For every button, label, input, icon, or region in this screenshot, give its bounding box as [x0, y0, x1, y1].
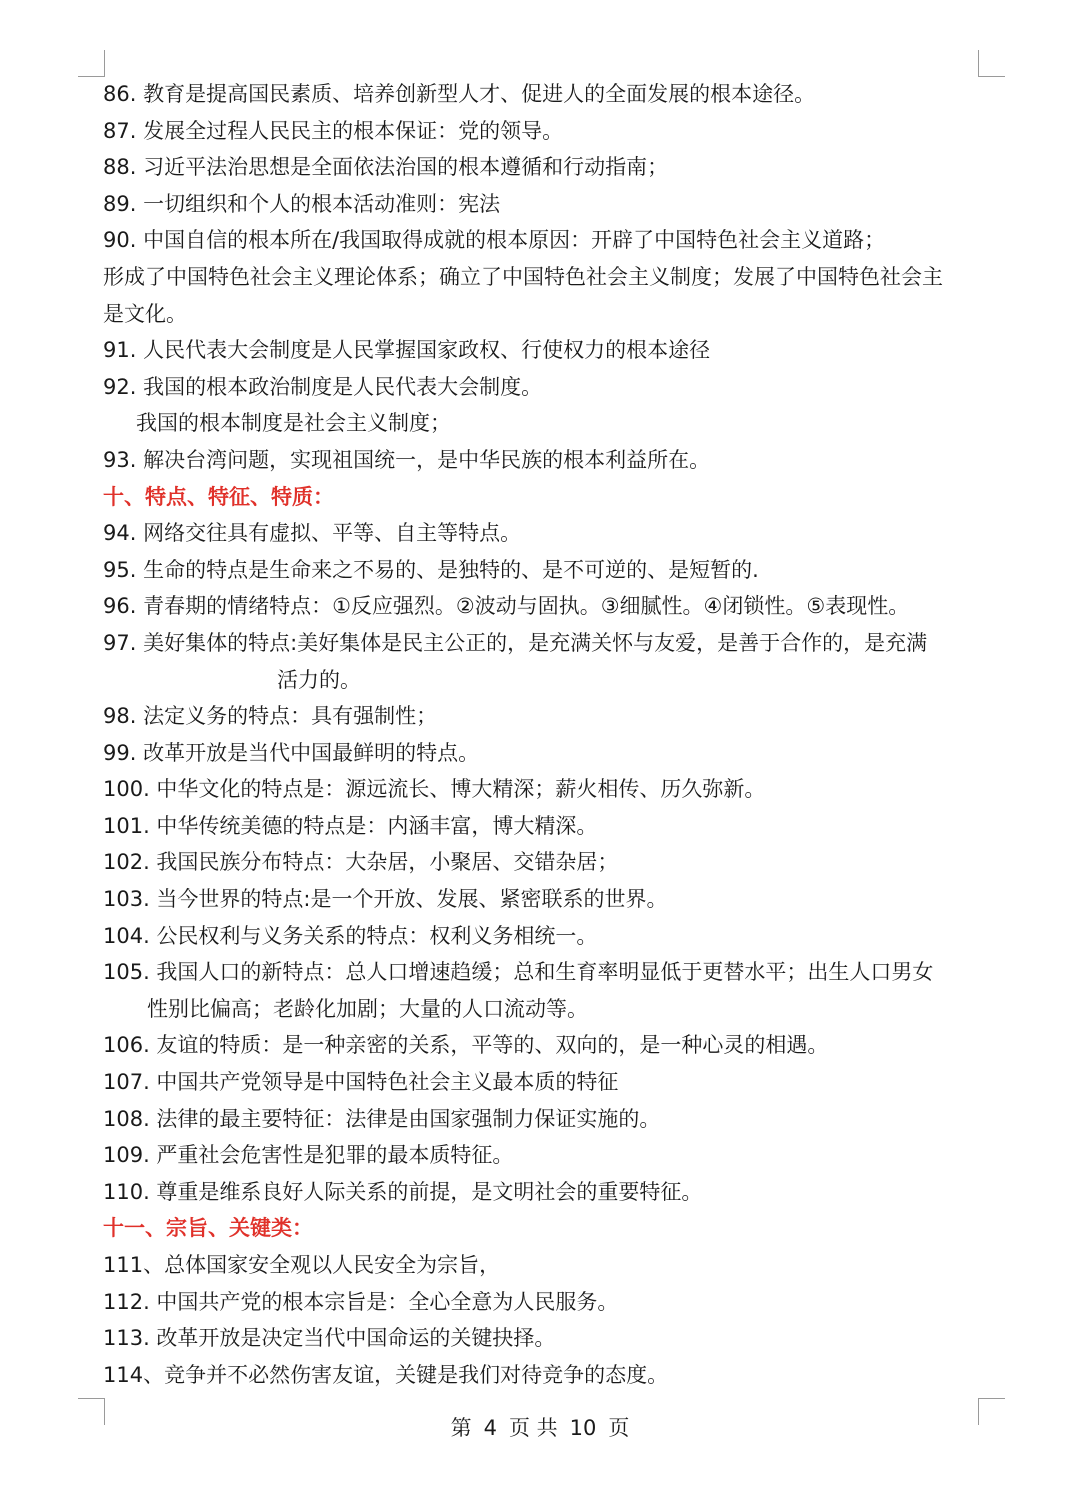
- total-page-count: 10: [569, 1416, 597, 1440]
- item-105: 105. 我国人口的新特点：总人口增速趋缓；总和生育率明显低于更替水平；出生人口男女: [103, 960, 934, 985]
- page-corner-mark: [978, 50, 1005, 77]
- footer-prefix: 第: [450, 1416, 472, 1440]
- footer-suffix: 页: [608, 1416, 630, 1440]
- footer-middle: 页 共: [508, 1416, 558, 1440]
- item-93: 93. 解决台湾问题，实现祖国统一，是中华民族的根本利益所在。: [103, 447, 711, 472]
- item-109: 109. 严重社会危害性是犯罪的最本质特征。: [103, 1143, 514, 1168]
- item-97-continued: 活力的。: [277, 667, 361, 692]
- item-92: 92. 我国的根本政治制度是人民代表大会制度。: [103, 374, 543, 399]
- page-content: [103, 76, 983, 1393]
- section-heading-10: 十、特点、特征、特质：: [103, 484, 334, 509]
- item-90-continued: 形成了中国特色社会主义理论体系；确立了中国特色社会主义制度；发展了中国特色社会主: [103, 264, 943, 289]
- item-111: 111、总体国家安全观以人民安全为宗旨，: [103, 1253, 501, 1277]
- item-106: 106. 友谊的特质：是一种亲密的关系，平等的、双向的，是一种心灵的相遇。: [103, 1033, 829, 1058]
- item-100: 100. 中华文化的特点是：源远流长、博大精深；薪火相传、历久弥新。: [103, 777, 766, 802]
- item-95: 95. 生命的特点是生命来之不易的、是独特的、是不可逆的、是短暂的.: [103, 557, 759, 582]
- item-102: 102. 我国民族分布特点：大杂居，小聚居、交错杂居；: [103, 850, 619, 875]
- item-86: 86. 教育是提高国民素质、培养创新型人才、促进人的全面发展的根本途径。: [103, 82, 816, 106]
- item-108: 108. 法律的最主要特征：法律是由国家强制力保证实施的。: [103, 1106, 661, 1131]
- item-113: 113. 改革开放是决定当代中国命运的关键抉择。: [103, 1326, 556, 1351]
- item-103: 103. 当今世界的特点:是一个开放、发展、紧密联系的世界。: [103, 887, 668, 912]
- item-105-continued: 性别比偏高；老龄化加剧；大量的人口流动等。: [147, 996, 588, 1021]
- page-footer: [0, 1412, 1080, 1442]
- page-corner-mark: [78, 50, 105, 77]
- item-107: 107. 中国共产党领导是中国特色社会主义最本质的特征: [103, 1070, 619, 1095]
- item-112: 112. 中国共产党的根本宗旨是：全心全意为人民服务。: [103, 1289, 619, 1314]
- item-90: 90. 中国自信的根本所在/我国取得成就的根本原因：开辟了中国特色社会主义道路；: [103, 228, 886, 253]
- item-92-continued: 我国的根本制度是社会主义制度；: [136, 411, 451, 436]
- item-87: 87. 发展全过程人民民主的根本保证：党的领导。: [103, 118, 564, 143]
- item-98: 98. 法定义务的特点：具有强制性；: [103, 704, 438, 729]
- item-91: 91. 人民代表大会制度是人民掌握国家政权、行使权力的根本途径: [103, 338, 711, 363]
- item-96: 96. 青春期的情绪特点：①反应强烈。②波动与固执。③细腻性。④闭锁性。⑤表现性。: [103, 594, 910, 619]
- item-101: 101. 中华传统美德的特点是：内涵丰富，博大精深。: [103, 813, 598, 838]
- item-88: 88. 习近平法治思想是全面依法治国的根本遵循和行动指南；: [103, 155, 669, 180]
- current-page-number: 4: [483, 1416, 497, 1440]
- item-104: 104. 公民权利与义务关系的特点：权利义务相统一。: [103, 923, 598, 948]
- item-110: 110. 尊重是维系良好人际关系的前提，是文明社会的重要特征。: [103, 1179, 703, 1204]
- item-89: 89. 一切组织和个人的根本活动准则：宪法: [103, 191, 501, 216]
- item-99: 99. 改革开放是当代中国最鲜明的特点。: [103, 740, 480, 765]
- item-97: 97. 美好集体的特点:美好集体是民主公正的，是充满关怀与友爱，是善于合作的，是充满: [103, 630, 928, 655]
- item-94: 94. 网络交往具有虚拟、平等、自主等特点。: [103, 521, 522, 546]
- item-114: 114、竞争并不必然伤害友谊，关键是我们对待竞争的态度。: [103, 1362, 669, 1387]
- section-heading-11: 十一、宗旨、关键类：: [103, 1216, 313, 1241]
- item-90-continued: 是文化。: [103, 301, 187, 326]
